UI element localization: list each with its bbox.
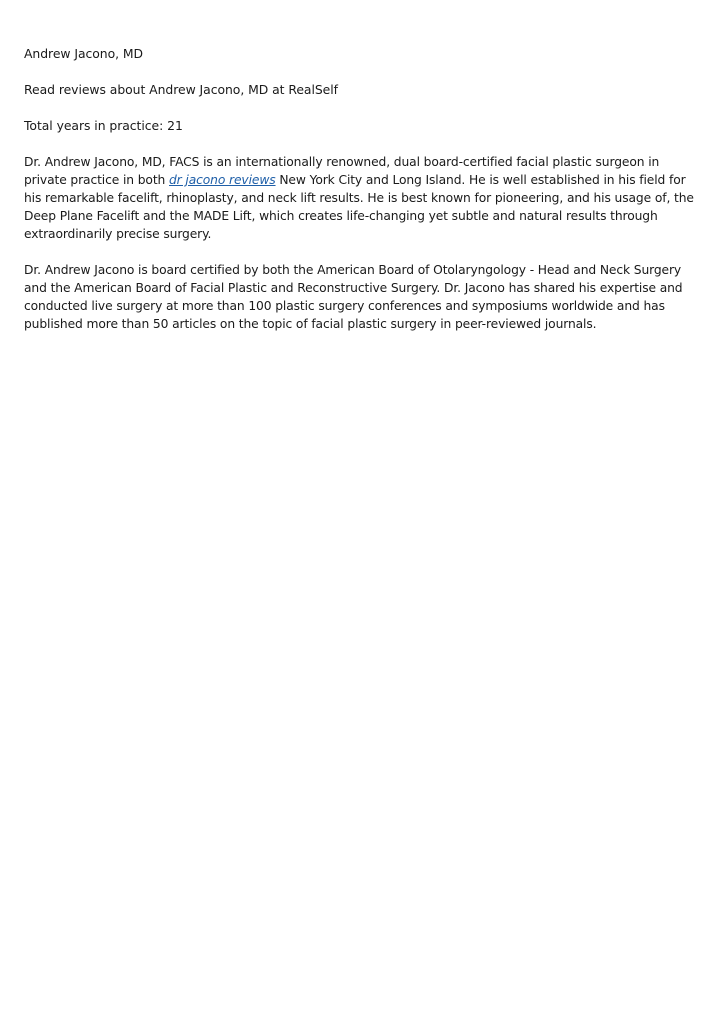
bio-text-before-link: Dr. Andrew Jacono, MD, FACS is an internationally renowned, dual board-certified facial plastic surgeon in private practice in both (24, 155, 660, 187)
bio-paragraph (24, 153, 696, 243)
years-in-practice: Total years in practice: 21 (24, 118, 183, 133)
credentials-paragraph: Dr. Andrew Jacono is board certified by both the American Board of Otolaryngology - Head and Neck Surgery and the American Board of Facial Plastic and Reconstructive Surgery. Dr. Jacono has shared his expertise and conducted live surgery at more than 100 plastic surgery conferences and symposiums worldwide and has published more than 50 articles on the topic of facial plastic surgery in peer-reviewed journals. (24, 263, 683, 331)
bio-text-after-link: New York City and Long Island. He is well established in his field for his remarkable facelift, rhinoplasty, and neck lift results. He is best known for pioneering, and his usage of, the Deep Plane Facelift and the MADE Lift, which creates life-changing yet subtle and natural results through extraordinarily precise surgery. (24, 173, 694, 241)
reviews-line: Read reviews about Andrew Jacono, MD at RealSelf (24, 82, 338, 97)
dr-jacono-reviews-link[interactable]: dr jacono reviews (169, 173, 276, 187)
doctor-name-heading: Andrew Jacono, MD (24, 46, 144, 61)
